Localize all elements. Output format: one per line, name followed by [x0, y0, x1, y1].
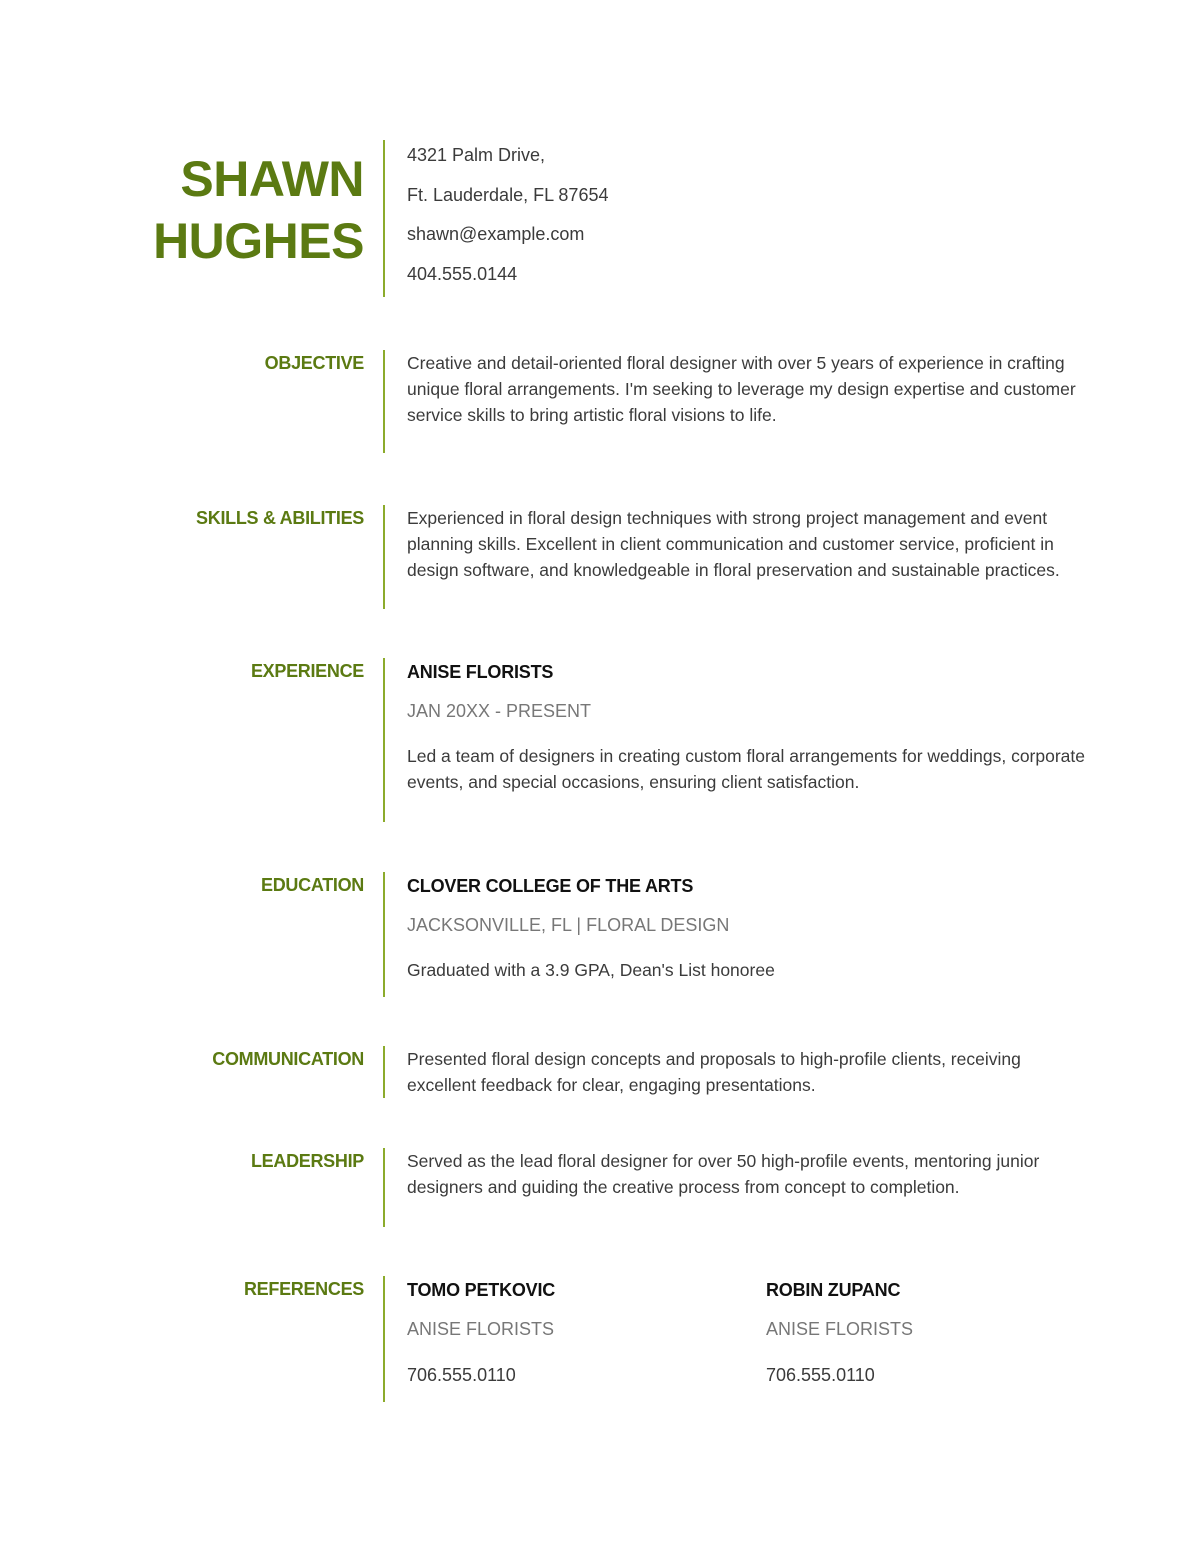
- divider: [383, 658, 385, 822]
- leadership-text: Served as the lead floral designer for over 50 high-profile events, mentoring junior designers and guiding the creative process from concept to completion.: [407, 1151, 1040, 1197]
- section-label: EXPERIENCE: [250, 661, 364, 681]
- reference-item: [407, 1276, 727, 1387]
- experience-text: Led a team of designers in creating custom floral arrangements for weddings, corporate events, and special occasions, ensuring client satisfaction.: [407, 746, 1085, 792]
- contact-block: [407, 136, 1087, 294]
- reference-company: ANISE FLORISTS: [407, 1319, 555, 1339]
- section-label: OBJECTIVE: [264, 353, 364, 373]
- reference-phone: 706.555.0110: [766, 1365, 875, 1385]
- resume-header: [0, 140, 1200, 300]
- divider: [383, 872, 385, 997]
- first-name: SHAWN: [180, 151, 364, 207]
- section-label: EDUCATION: [261, 875, 364, 895]
- reference-phone: 706.555.0110: [407, 1365, 516, 1385]
- reference-item: [766, 1276, 1086, 1387]
- address-line-2: Ft. Lauderdale, FL 87654: [407, 184, 609, 205]
- divider: [383, 1046, 385, 1098]
- section-label: COMMUNICATION: [212, 1049, 364, 1069]
- name-block: [153, 148, 364, 272]
- divider: [383, 1148, 385, 1227]
- phone: 404.555.0144: [407, 263, 518, 284]
- communication-text: Presented floral design concepts and proposals to high-profile clients, receiving excellent feedback for clear, engaging presentations.: [407, 1049, 1021, 1095]
- section-label: REFERENCES: [243, 1279, 364, 1299]
- education-details: JACKSONVILLE, FL | FLORAL DESIGN: [407, 915, 730, 935]
- education-text: Graduated with a 3.9 GPA, Dean's List honoree: [407, 960, 775, 980]
- address-line-1: 4321 Palm Drive,: [407, 145, 546, 165]
- skills-text: Experienced in floral design techniques with strong project management and event planning skills. Excellent in client communication and customer service, proficient in design software, and knowledgeable in floral preservation and sustainable practices.: [407, 508, 1060, 580]
- divider: [383, 140, 385, 297]
- education-entry: [407, 872, 1087, 983]
- last-name: HUGHES: [153, 213, 364, 269]
- employment-dates: JAN 20XX - PRESENT: [407, 701, 592, 721]
- objective-text: Creative and detail-oriented floral designer with over 5 years of experience in crafting unique floral arrangements. I'm seeking to leverage my design expertise and customer service skills to bring artistic floral visions to life.: [407, 353, 1076, 425]
- divider: [383, 350, 385, 453]
- email[interactable]: shawn@example.com: [407, 224, 585, 244]
- section-label: SKILLS & ABILITIES: [196, 508, 364, 528]
- reference-company: ANISE FLORISTS: [766, 1319, 914, 1339]
- reference-name: ROBIN ZUPANC: [766, 1280, 901, 1300]
- reference-name: TOMO PETKOVIC: [407, 1280, 556, 1300]
- company-name: ANISE FLORISTS: [407, 662, 554, 682]
- school-name: CLOVER COLLEGE OF THE ARTS: [407, 876, 694, 896]
- section-label: LEADERSHIP: [250, 1151, 364, 1171]
- divider: [383, 1276, 385, 1402]
- experience-entry: [407, 658, 1087, 795]
- divider: [383, 505, 385, 609]
